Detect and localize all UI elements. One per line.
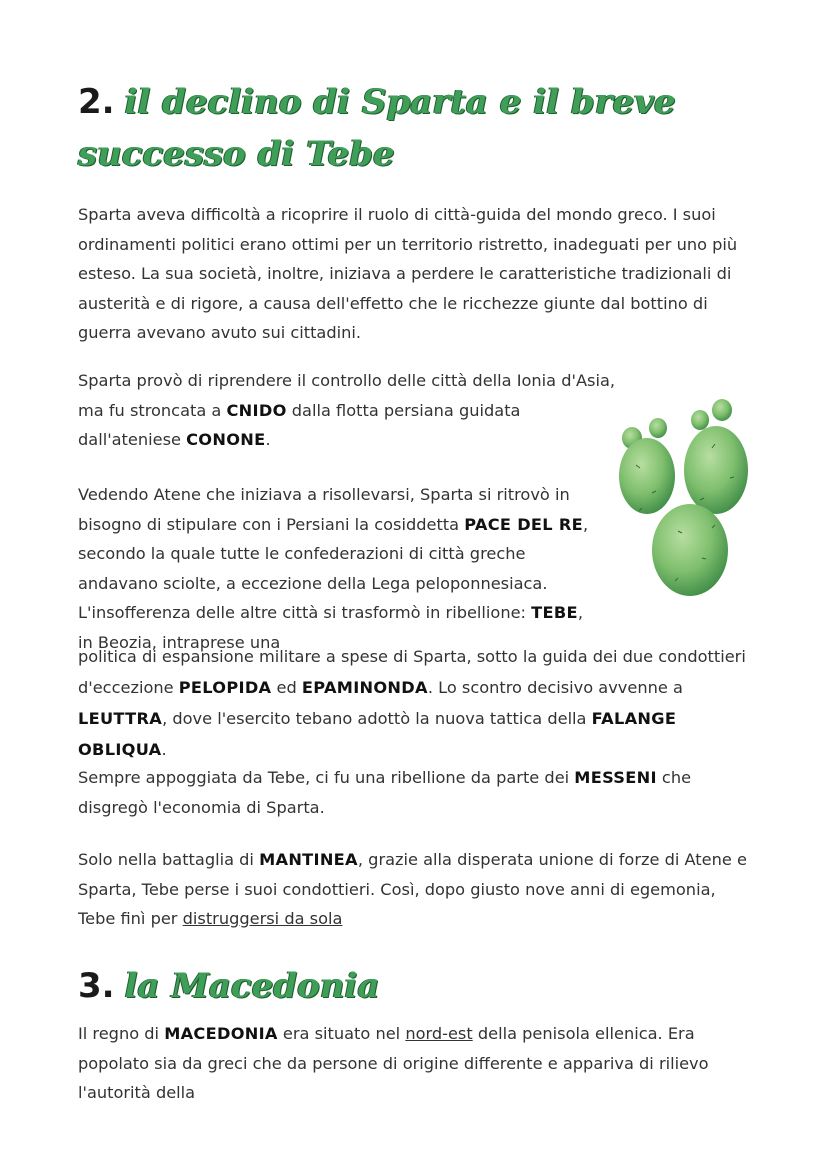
text: politica di espansione militare a spese di Sparta, sotto la guida dei due condottieri d'eccezione [78, 647, 746, 697]
keyword-cnido: CNIDO [226, 400, 287, 420]
keyword-leuttra: LEUTTRA [78, 709, 163, 728]
text: Sparta provò di riprendere il controllo delle città della Ionia d'Asia, ma fu stroncata a [78, 371, 616, 420]
text: , in Beozia, intraprese una [78, 603, 583, 652]
paragraph-pace-del-re [78, 480, 598, 657]
keyword-conone: CONONE [186, 430, 266, 449]
paragraph-leuttra [78, 641, 758, 765]
keyword-mantinea: MANTINEA [259, 850, 358, 869]
paragraph-cnido [78, 366, 618, 455]
section-3-heading [78, 960, 758, 1012]
paragraph-macedonia [78, 1019, 758, 1108]
paragraph-mantinea [78, 845, 758, 934]
cactus-icon [612, 398, 762, 603]
text: era situato nel [277, 1024, 406, 1043]
text: Vedendo Atene che iniziava a risollevarsi, Sparta si ritrovò in bisogno di stipulare con i Persiani la cosiddetta [78, 485, 570, 534]
text: , secondo la quale tutte le confederazioni di città greche andavano sciolte, a eccezione della Lega peloponnesiaca. L'insofferenza delle altre città si trasformò in ribellione: [78, 514, 589, 622]
keyword-tebe: TEBE [531, 603, 578, 622]
keyword-falange-obliqua: FALANGE OBLIQUA [78, 709, 677, 759]
paragraph-messeni [78, 763, 758, 822]
keyword-pace-del-re: PACE DEL RE [464, 514, 583, 534]
text: . Lo scontro decisivo avvenne a [427, 678, 683, 697]
section-2-number: 2. [78, 82, 115, 122]
section-3-number: 3. [78, 966, 115, 1006]
text: ed [271, 678, 302, 697]
underlined-distruggersi: distruggersi da sola [182, 909, 343, 928]
text: dalla flotta persiana guidata dall'ateniese [78, 400, 521, 449]
text: , dove l'esercito tebano adottò la nuova tattica della [162, 709, 592, 728]
keyword-epaminonda: EPAMINONDA [301, 678, 428, 697]
keyword-pelopida: PELOPIDA [178, 678, 272, 697]
text: Sempre appoggiata da Tebe, ci fu una ribellione da parte dei [78, 768, 575, 787]
text: della penisola ellenica. Era popolato sia da greci che da persone di origine differente e appariva di rilievo l'autorità della [78, 1024, 709, 1102]
paragraph-sparta-difficulties: Sparta aveva difficoltà a ricoprire il ruolo di città-guida del mondo greco. I suoi ordinamenti politici erano ottimi per un territorio ristretto, inadeguati per uno più esteso. La sua società, inoltre, iniziava a perdere le caratteristiche tradizionali di austerità e di rigore, a causa dell'effetto che le ricchezze giunte dal bottino di guerra avevano avuto sui cittadini. [78, 205, 738, 342]
section-3-title: la Macedonia [124, 966, 380, 1006]
text: . [265, 430, 271, 449]
keyword-macedonia: MACEDONIA [164, 1024, 278, 1043]
text: Il regno di [78, 1024, 165, 1043]
text: . [161, 740, 167, 759]
text: , grazie alla disperata unione di forze di Atene e Sparta, Tebe perse i suoi condottieri. Così, dopo giusto nove anni di egemonia, Tebe finì per [78, 850, 747, 928]
text: che disgregò l'economia di Sparta. [78, 768, 692, 817]
section-2-title: il declino di Sparta e il breve successo di Tebe [78, 82, 676, 174]
keyword-messeni: MESSENI [574, 768, 657, 787]
section-2-heading [78, 76, 758, 180]
text: Solo nella battaglia di [78, 850, 260, 869]
underlined-nord-est: nord-est [405, 1024, 473, 1043]
